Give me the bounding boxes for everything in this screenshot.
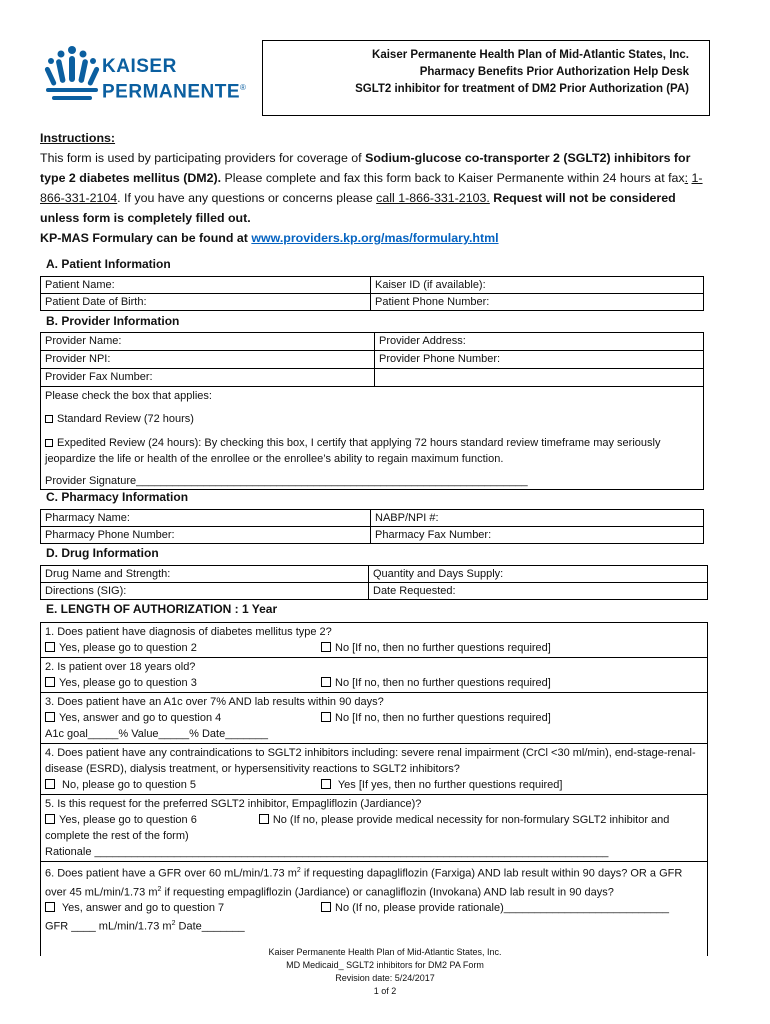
provider-npi-field[interactable]: Provider NPI:	[41, 351, 375, 368]
q1-yes-checkbox[interactable]	[45, 642, 55, 652]
q5-rationale-field[interactable]: Rationale ____________________________________________________________________________________	[45, 846, 609, 858]
q5-yes-label: Yes, please go to question 6	[59, 814, 197, 826]
provider-signature-field[interactable]: Provider Signature________________________________________________________________	[45, 475, 528, 487]
question-4-text: 4. Does patient have any contraindications to SGLT2 inhibitors including: severe renal impairment (CrCl <30 ml/min), end-stage-renal-disease (ESRD), dialysis treatment, or hypersensitivity reactions to SGLT2 inhibitors?	[45, 747, 696, 775]
instr-warning: Request will not be considered unless form is completely filled out.	[40, 191, 676, 225]
section-d-title: D. Drug Information	[46, 546, 159, 560]
logo-line-1: KAISER	[102, 56, 177, 77]
q1-no-checkbox[interactable]	[321, 642, 331, 652]
standard-review-option[interactable]	[41, 411, 703, 427]
q4-yes-checkbox[interactable]	[321, 779, 331, 789]
formulary-link[interactable]: www.providers.kp.org/mas/formulary.html	[251, 231, 499, 245]
q5-yes-option[interactable]	[45, 814, 197, 826]
instr-text-2: Please complete and fax this form back to Kaiser Permanente within 24 hours at fax	[221, 171, 685, 185]
blank-cell	[375, 369, 379, 386]
instr-text-1: This form is used by participating providers for coverage of	[40, 151, 366, 165]
quantity-days-field[interactable]: Quantity and Days Supply:	[369, 566, 708, 583]
section-b-title: B. Provider Information	[46, 314, 180, 328]
provider-phone-field[interactable]: Provider Phone Number:	[379, 353, 501, 365]
pharmacy-fax-field[interactable]: Pharmacy Fax Number:	[371, 527, 704, 544]
q3-yes-checkbox[interactable]	[45, 712, 55, 722]
provider-info-block	[40, 332, 704, 490]
check-prompt: Please check the box that applies:	[45, 390, 212, 402]
q3-yes-option[interactable]	[45, 710, 321, 726]
provider-name-field[interactable]: Provider Name:	[41, 333, 375, 350]
q2-no-option[interactable]	[321, 675, 551, 691]
provider-address-field[interactable]: Provider Address:	[379, 335, 466, 347]
table-left-border	[40, 925, 41, 943]
q6-sup-2: 2	[157, 885, 162, 893]
formulary-line	[40, 228, 710, 248]
formulary-label: KP-MAS Formulary can be found at	[40, 231, 252, 245]
q6-text-c: if requesting empagliflozin (Jardiance) or canagliflozin (Invokana) AND lab result in 90 days?	[161, 886, 614, 899]
question-6-text	[45, 863, 703, 900]
registered-mark: ®	[240, 83, 247, 92]
expedited-review-checkbox[interactable]	[45, 439, 53, 447]
q4-no-option[interactable]	[45, 777, 321, 793]
table-row	[41, 294, 704, 311]
q4-no-label: No, please go to question 5	[59, 779, 196, 791]
question-2-text: 2. Is patient over 18 years old?	[45, 661, 196, 673]
drug-name-field[interactable]: Drug Name and Strength:	[41, 566, 369, 583]
q1-no-label: No [If no, then no further questions required]	[335, 642, 551, 654]
question-6	[41, 862, 707, 956]
table-row	[41, 583, 708, 600]
table-row	[41, 369, 703, 387]
question-3	[41, 693, 707, 744]
instructions-title: Instructions:	[40, 131, 116, 145]
expedited-review-option[interactable]	[41, 435, 703, 467]
q6-no-label: No (If no, please provide rationale)___________________________	[335, 902, 669, 915]
logo-line-2: PERMANENTE	[102, 81, 241, 103]
question-3-text: 3. Does patient have an A1c over 7% AND lab results within 90 days?	[45, 696, 384, 708]
kaiser-permanente-logo	[44, 44, 254, 106]
q6-no-checkbox[interactable]	[321, 902, 331, 912]
question-5-text: 5. Is this request for the preferred SGLT2 inhibitor, Empagliflozin (Jardiance)?	[45, 798, 422, 810]
table-row	[41, 351, 703, 369]
section-c-title: C. Pharmacy Information	[46, 490, 189, 504]
table-right-border	[707, 706, 708, 943]
q1-yes-option[interactable]	[45, 640, 321, 656]
q2-no-checkbox[interactable]	[321, 677, 331, 687]
patient-dob-field[interactable]: Patient Date of Birth:	[41, 294, 371, 311]
q3-no-option[interactable]	[321, 710, 551, 726]
kp-sunburst-icon	[44, 44, 100, 106]
table-row	[41, 527, 704, 544]
q6-no-option[interactable]	[321, 900, 669, 916]
table-row	[41, 277, 704, 294]
question-4	[41, 744, 707, 795]
standard-review-label: Standard Review (72 hours)	[57, 413, 194, 425]
header-line-1: Kaiser Permanente Health Plan of Mid-Atlantic States, Inc.	[372, 49, 689, 61]
standard-review-checkbox[interactable]	[45, 415, 53, 423]
q6-sup-1: 2	[296, 867, 301, 874]
patient-phone-field[interactable]: Patient Phone Number:	[371, 294, 704, 311]
instructions	[40, 128, 710, 248]
kaiser-id-field[interactable]: Kaiser ID (if available):	[371, 277, 704, 294]
q2-yes-label: Yes, please go to question 3	[59, 677, 197, 689]
section-a-title: A. Patient Information	[46, 257, 171, 271]
gfr-sup: 2	[171, 920, 176, 928]
q4-yes-label: Yes [If yes, then no further questions required]	[335, 779, 563, 791]
footer-line-2: MD Medicaid_ SGLT2 inhibitors for DM2 PA Form	[286, 960, 484, 970]
patient-name-field[interactable]: Patient Name:	[41, 277, 371, 294]
footer-line-1: Kaiser Permanente Health Plan of Mid-Atlantic States, Inc.	[268, 947, 502, 957]
a1c-fill-in[interactable]: A1c goal_____% Value_____% Date_______	[45, 728, 269, 740]
table-row	[41, 333, 703, 351]
q4-yes-option[interactable]	[321, 777, 562, 793]
q2-no-label: No [If no, then no further questions required]	[335, 677, 551, 689]
q4-no-checkbox[interactable]	[45, 779, 55, 789]
instructions-body	[40, 148, 710, 228]
q6-text-a: 6. Does patient have a GFR over 60 mL/min/1.73 m	[45, 867, 297, 880]
section-e-title: E. LENGTH OF AUTHORIZATION : 1 Year	[46, 602, 278, 616]
pharmacy-name-field[interactable]: Pharmacy Name:	[41, 510, 371, 527]
q6-yes-label: Yes, answer and go to question 7	[59, 902, 225, 915]
q5-no-checkbox[interactable]	[259, 814, 269, 824]
drug-info-table	[40, 565, 708, 600]
page-footer	[0, 946, 770, 998]
question-5	[41, 795, 707, 862]
date-requested-field[interactable]: Date Requested:	[369, 583, 708, 600]
q1-no-option[interactable]	[321, 640, 551, 656]
call-number: call 1-866-331-2103.	[376, 191, 490, 205]
q6-yes-checkbox[interactable]	[45, 902, 55, 912]
q6-text-b: if requesting dapagliflozin (Farxiga) AND lab result within 90 days? OR a GFR over 45 mL/min/1.73 m	[45, 867, 683, 899]
q5-yes-checkbox[interactable]	[45, 814, 55, 824]
q3-no-checkbox[interactable]	[321, 712, 331, 722]
provider-fax-field[interactable]: Provider Fax Number:	[41, 369, 375, 386]
gfr-fill-in[interactable]	[45, 916, 703, 935]
instr-fax-colon: :	[684, 171, 689, 185]
q1-yes-label: Yes, please go to question 2	[59, 642, 197, 654]
question-1	[41, 623, 707, 658]
table-row	[41, 510, 704, 527]
patient-info-table	[40, 276, 704, 311]
gfr-fill-b: Date_______	[175, 920, 245, 933]
q5-options	[45, 812, 703, 844]
pharmacy-info-table	[40, 509, 704, 544]
footer-page-number: 1 of 2	[373, 986, 397, 996]
expedited-review-label: Expedited Review (24 hours): By checking this box, I certify that applying 72 hours standard review timeframe may seriously jeopardize the life or health of the enrollee or the enrollee’s ability to regain maximum function.	[45, 437, 661, 465]
directions-field[interactable]: Directions (SIG):	[41, 583, 369, 600]
question-2	[41, 658, 707, 693]
q3-yes-label: Yes, answer and go to question 4	[59, 712, 222, 724]
footer-revision-date: Revision date: 5/24/2017	[335, 973, 435, 983]
form-header-box	[262, 40, 710, 116]
q2-yes-option[interactable]	[45, 675, 321, 691]
q6-yes-option[interactable]	[45, 900, 321, 916]
instr-drug-class: Sodium-glucose co-transporter 2 (SGLT2) inhibitors for type 2 diabetes mellitus (DM2).	[40, 151, 691, 185]
authorization-questions	[40, 622, 708, 956]
instr-text-3: . If you have any questions or concerns please	[117, 191, 377, 205]
header-line-3: SGLT2 inhibitor for treatment of DM2 Prior Authorization (PA)	[355, 83, 689, 95]
table-row	[41, 566, 708, 583]
pharmacy-phone-field[interactable]: Pharmacy Phone Number:	[41, 527, 371, 544]
nabp-npi-field[interactable]: NABP/NPI #:	[371, 510, 704, 527]
fax-number: 1-866-331-2104	[40, 171, 703, 205]
q2-yes-checkbox[interactable]	[45, 677, 55, 687]
q3-no-label: No [If no, then no further questions required]	[335, 712, 551, 724]
question-1-text: 1. Does patient have diagnosis of diabetes mellitus type 2?	[45, 626, 332, 638]
header-line-2: Pharmacy Benefits Prior Authorization Help Desk	[419, 66, 689, 78]
gfr-fill-a: GFR ____ mL/min/1.73 m	[45, 920, 172, 933]
q5-no-label: No (If no, please provide medical necessity for non-formulary SGLT2 inhibitor and complete the rest of the form)	[45, 814, 670, 842]
